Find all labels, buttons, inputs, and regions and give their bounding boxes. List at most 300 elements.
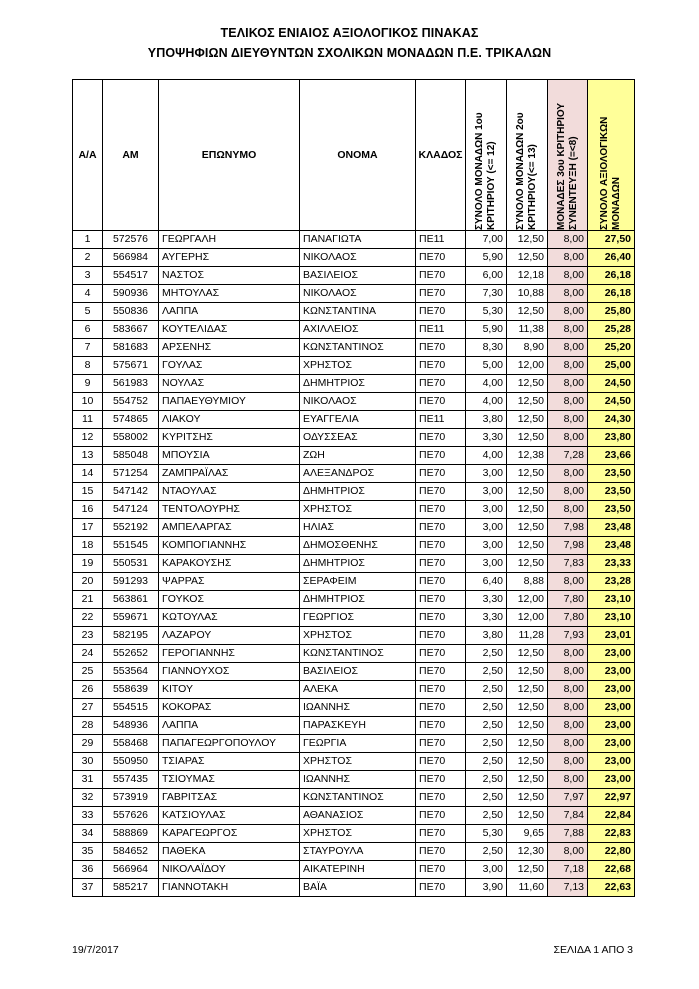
row-total: 25,28 [588, 321, 635, 339]
row-criterion1: 3,80 [466, 627, 507, 645]
row-index: 31 [73, 771, 103, 789]
table-row [73, 249, 635, 267]
row-total: 25,20 [588, 339, 635, 357]
table-row [73, 411, 635, 429]
row-name: ΝΙΚΟΛΑΟΣ [300, 249, 416, 267]
row-criterion1: 4,00 [466, 447, 507, 465]
row-surname: ΓΕΡΟΓΙΑΝΝΗΣ [159, 645, 300, 663]
row-total: 24,50 [588, 375, 635, 393]
row-total: 22,97 [588, 789, 635, 807]
row-criterion2: 12,50 [507, 393, 548, 411]
row-branch: ΠΕ11 [416, 231, 466, 249]
row-am: 575671 [103, 357, 159, 375]
row-total: 23,80 [588, 429, 635, 447]
table-row [73, 501, 635, 519]
row-criterion3: 7,13 [548, 879, 588, 897]
row-criterion2: 12,50 [507, 699, 548, 717]
row-surname: ΚΟΚΟΡΑΣ [159, 699, 300, 717]
row-name: ΙΩΑΝΝΗΣ [300, 699, 416, 717]
row-am: 591293 [103, 573, 159, 591]
row-criterion1: 7,30 [466, 285, 507, 303]
row-branch: ΠΕ70 [416, 429, 466, 447]
table-row [73, 591, 635, 609]
row-index: 30 [73, 753, 103, 771]
row-am: 550531 [103, 555, 159, 573]
row-surname: ΨΑΡΡΑΣ [159, 573, 300, 591]
row-criterion3: 8,00 [548, 501, 588, 519]
row-index: 9 [73, 375, 103, 393]
row-surname: ΜΗΤΟΥΛΑΣ [159, 285, 300, 303]
row-total: 24,50 [588, 393, 635, 411]
row-name: ΔΗΜΗΤΡΙΟΣ [300, 591, 416, 609]
row-surname: ΝΤΑΟΥΛΑΣ [159, 483, 300, 501]
row-total: 23,00 [588, 663, 635, 681]
table-row [73, 771, 635, 789]
row-criterion1: 3,80 [466, 411, 507, 429]
row-criterion2: 12,00 [507, 591, 548, 609]
row-branch: ΠΕ70 [416, 879, 466, 897]
row-criterion2: 9,65 [507, 825, 548, 843]
row-criterion1: 6,40 [466, 573, 507, 591]
row-surname: ΛΑΖΑΡΟΥ [159, 627, 300, 645]
row-criterion1: 2,50 [466, 699, 507, 717]
row-branch: ΠΕ70 [416, 555, 466, 573]
row-total: 23,48 [588, 519, 635, 537]
row-criterion1: 2,50 [466, 717, 507, 735]
row-surname: ΝΟΥΛΑΣ [159, 375, 300, 393]
row-criterion2: 12,50 [507, 231, 548, 249]
row-surname: ΤΕΝΤΟΛΟΥΡΗΣ [159, 501, 300, 519]
row-criterion3: 8,00 [548, 231, 588, 249]
row-am: 559671 [103, 609, 159, 627]
row-name: ΧΡΗΣΤΟΣ [300, 357, 416, 375]
row-am: 558639 [103, 681, 159, 699]
row-surname: ΛΑΠΠΑ [159, 303, 300, 321]
footer-date: 19/7/2017 [72, 944, 119, 956]
row-surname: ΚΑΡΑΚΟΥΣΗΣ [159, 555, 300, 573]
row-am: 571254 [103, 465, 159, 483]
table-row [73, 537, 635, 555]
row-surname: ΝΙΚΟΛΑΪΔΟΥ [159, 861, 300, 879]
row-criterion2: 12,50 [507, 411, 548, 429]
row-total: 24,30 [588, 411, 635, 429]
footer-page-number: ΣΕΛΙΔΑ 1 ΑΠΟ 3 [553, 944, 633, 956]
row-am: 552192 [103, 519, 159, 537]
row-am: 588869 [103, 825, 159, 843]
row-criterion2: 10,88 [507, 285, 548, 303]
row-am: 554752 [103, 393, 159, 411]
row-surname: ΑΡΣΕΝΗΣ [159, 339, 300, 357]
row-total: 27,50 [588, 231, 635, 249]
column-header: ΑΜ [103, 80, 159, 231]
row-branch: ΠΕ70 [416, 375, 466, 393]
table-row [73, 879, 635, 897]
row-criterion2: 12,50 [507, 681, 548, 699]
row-name: ΠΑΝΑΓΙΩΤΑ [300, 231, 416, 249]
row-criterion3: 8,00 [548, 339, 588, 357]
row-am: 554517 [103, 267, 159, 285]
row-criterion1: 6,00 [466, 267, 507, 285]
row-index: 26 [73, 681, 103, 699]
row-name: ΚΩΝΣΤΑΝΤΙΝΟΣ [300, 789, 416, 807]
row-criterion1: 2,50 [466, 771, 507, 789]
row-index: 2 [73, 249, 103, 267]
row-index: 17 [73, 519, 103, 537]
table-row [73, 393, 635, 411]
row-am: 581683 [103, 339, 159, 357]
row-branch: ΠΕ70 [416, 339, 466, 357]
row-total: 23,01 [588, 627, 635, 645]
row-branch: ΠΕ70 [416, 753, 466, 771]
table-row [73, 555, 635, 573]
row-name: ΠΑΡΑΣΚΕΥΗ [300, 717, 416, 735]
row-branch: ΠΕ11 [416, 411, 466, 429]
row-index: 34 [73, 825, 103, 843]
row-am: 551545 [103, 537, 159, 555]
row-criterion1: 4,00 [466, 393, 507, 411]
row-am: 582195 [103, 627, 159, 645]
row-criterion3: 8,00 [548, 393, 588, 411]
row-total: 22,68 [588, 861, 635, 879]
row-branch: ΠΕ70 [416, 825, 466, 843]
page-subtitle: ΥΠΟΨΗΦΙΩΝ ΔΙΕΥΘΥΝΤΩΝ ΣΧΟΛΙΚΩΝ ΜΟΝΑΔΩΝ Π.Ε. ΤΡΙΚΑΛΩΝ [147, 46, 552, 60]
row-name: ΚΩΝΣΤΑΝΤΙΝΟΣ [300, 339, 416, 357]
table-row [73, 753, 635, 771]
row-branch: ΠΕ70 [416, 807, 466, 825]
row-name: ΧΡΗΣΤΟΣ [300, 501, 416, 519]
row-criterion2: 12,00 [507, 609, 548, 627]
row-total: 23,66 [588, 447, 635, 465]
row-surname: ΓΙΑΝΝΟΥΧΟΣ [159, 663, 300, 681]
row-surname: ΓΕΩΡΓΑΛΗ [159, 231, 300, 249]
row-criterion3: 8,00 [548, 843, 588, 861]
row-branch: ΠΕ70 [416, 303, 466, 321]
row-criterion3: 7,98 [548, 519, 588, 537]
row-criterion2: 12,50 [507, 519, 548, 537]
row-criterion2: 12,50 [507, 771, 548, 789]
row-criterion2: 12,18 [507, 267, 548, 285]
row-total: 23,00 [588, 735, 635, 753]
row-criterion1: 3,90 [466, 879, 507, 897]
row-total: 23,33 [588, 555, 635, 573]
row-criterion1: 8,30 [466, 339, 507, 357]
row-criterion1: 7,00 [466, 231, 507, 249]
row-criterion3: 8,00 [548, 573, 588, 591]
row-criterion3: 7,88 [548, 825, 588, 843]
row-name: ΓΕΩΡΓΙΟΣ [300, 609, 416, 627]
row-criterion2: 12,50 [507, 717, 548, 735]
row-criterion3: 7,28 [548, 447, 588, 465]
row-name: ΔΗΜΗΤΡΙΟΣ [300, 483, 416, 501]
row-am: 548936 [103, 717, 159, 735]
row-index: 3 [73, 267, 103, 285]
row-total: 25,00 [588, 357, 635, 375]
row-name: ΔΗΜΟΣΘΕΝΗΣ [300, 537, 416, 555]
row-branch: ΠΕ70 [416, 285, 466, 303]
row-branch: ΠΕ70 [416, 249, 466, 267]
column-header: Α/Α [73, 80, 103, 231]
table-row [73, 285, 635, 303]
table-row [73, 645, 635, 663]
column-header-vertical [548, 80, 588, 231]
row-index: 36 [73, 861, 103, 879]
row-criterion2: 12,50 [507, 303, 548, 321]
row-branch: ΠΕ70 [416, 771, 466, 789]
row-surname: ΜΠΟΥΣΙΑ [159, 447, 300, 465]
row-index: 13 [73, 447, 103, 465]
row-index: 5 [73, 303, 103, 321]
row-name: ΒΑΣΙΛΕΙΟΣ [300, 267, 416, 285]
row-total: 22,63 [588, 879, 635, 897]
row-surname: ΤΣΙΑΡΑΣ [159, 753, 300, 771]
row-index: 20 [73, 573, 103, 591]
row-name: ΖΩΗ [300, 447, 416, 465]
row-criterion2: 12,00 [507, 357, 548, 375]
row-am: 550836 [103, 303, 159, 321]
row-criterion3: 8,00 [548, 663, 588, 681]
row-total: 25,80 [588, 303, 635, 321]
table-row [73, 825, 635, 843]
row-name: ΝΙΚΟΛΑΟΣ [300, 285, 416, 303]
row-surname: ΠΑΠΑΓΕΩΡΓΟΠΟΥΛΟΥ [159, 735, 300, 753]
row-criterion1: 2,50 [466, 807, 507, 825]
row-criterion3: 8,00 [548, 645, 588, 663]
row-criterion3: 7,18 [548, 861, 588, 879]
row-name: ΑΛΕΚΑ [300, 681, 416, 699]
row-am: 554515 [103, 699, 159, 717]
row-criterion2: 8,90 [507, 339, 548, 357]
table-row [73, 789, 635, 807]
row-criterion2: 12,50 [507, 645, 548, 663]
row-index: 15 [73, 483, 103, 501]
row-name: ΚΩΝΣΤΑΝΤΙΝΑ [300, 303, 416, 321]
row-criterion1: 5,30 [466, 303, 507, 321]
row-am: 547142 [103, 483, 159, 501]
row-name: ΑΙΚΑΤΕΡΙΝΗ [300, 861, 416, 879]
row-index: 28 [73, 717, 103, 735]
row-total: 23,00 [588, 681, 635, 699]
row-criterion1: 3,00 [466, 861, 507, 879]
row-am: 550950 [103, 753, 159, 771]
row-criterion2: 11,38 [507, 321, 548, 339]
row-name: ΑΛΕΞΑΝΔΡΟΣ [300, 465, 416, 483]
row-name: ΣΕΡΑΦΕΙΜ [300, 573, 416, 591]
row-surname: ΖΑΜΠΡΑΪΛΑΣ [159, 465, 300, 483]
row-branch: ΠΕ70 [416, 267, 466, 285]
row-branch: ΠΕ70 [416, 537, 466, 555]
row-criterion3: 7,93 [548, 627, 588, 645]
table-row [73, 681, 635, 699]
row-branch: ΠΕ70 [416, 501, 466, 519]
row-name: ΑΧΙΛΛΕΙΟΣ [300, 321, 416, 339]
column-header: ΕΠΩΝΥΜΟ [159, 80, 300, 231]
row-criterion3: 8,00 [548, 699, 588, 717]
row-criterion2: 12,50 [507, 537, 548, 555]
row-branch: ΠΕ70 [416, 735, 466, 753]
row-surname: ΛΙΑΚΟΥ [159, 411, 300, 429]
row-index: 8 [73, 357, 103, 375]
row-total: 23,00 [588, 771, 635, 789]
row-branch: ΠΕ70 [416, 591, 466, 609]
row-surname: ΑΜΠΕΛΑΡΓΑΣ [159, 519, 300, 537]
row-surname: ΚΑΤΣΙΟΥΛΑΣ [159, 807, 300, 825]
column-header: ΟΝΟΜΑ [300, 80, 416, 231]
row-total: 26,40 [588, 249, 635, 267]
row-name: ΗΛΙΑΣ [300, 519, 416, 537]
row-branch: ΠΕ70 [416, 447, 466, 465]
row-am: 553564 [103, 663, 159, 681]
row-index: 4 [73, 285, 103, 303]
row-criterion1: 5,30 [466, 825, 507, 843]
row-name: ΣΤΑΥΡΟΥΛΑ [300, 843, 416, 861]
row-am: 583667 [103, 321, 159, 339]
row-index: 14 [73, 465, 103, 483]
row-index: 33 [73, 807, 103, 825]
row-criterion3: 8,00 [548, 321, 588, 339]
row-criterion2: 12,50 [507, 483, 548, 501]
row-index: 12 [73, 429, 103, 447]
row-total: 23,50 [588, 483, 635, 501]
table-row [73, 465, 635, 483]
table-row [73, 717, 635, 735]
row-name: ΓΕΩΡΓΙΑ [300, 735, 416, 753]
row-am: 563861 [103, 591, 159, 609]
row-total: 22,80 [588, 843, 635, 861]
table-row [73, 447, 635, 465]
row-criterion2: 12,50 [507, 465, 548, 483]
row-surname: ΤΣΙΟΥΜΑΣ [159, 771, 300, 789]
row-criterion3: 7,98 [548, 537, 588, 555]
column-header-vertical [588, 80, 635, 231]
row-branch: ΠΕ70 [416, 717, 466, 735]
table-row [73, 267, 635, 285]
row-branch: ΠΕ70 [416, 645, 466, 663]
page-title: ΤΕΛΙΚΟΣ ΕΝΙΑΙΟΣ ΑΞΙΟΛΟΓΙΚΟΣ ΠΙΝΑΚΑΣ [220, 26, 479, 40]
row-branch: ΠΕ70 [416, 483, 466, 501]
row-criterion3: 8,00 [548, 267, 588, 285]
column-header: ΚΛΑΔΟΣ [416, 80, 466, 231]
table-row [73, 483, 635, 501]
row-am: 557626 [103, 807, 159, 825]
column-header-text: ΜΟΝΑΔΕΣ 3ου ΚΡΙΤΗΡΙΟΥ ΣΥΝΕΝΤΕΥΞΗ (=<8) [555, 102, 579, 230]
column-header-vertical [507, 80, 548, 231]
row-branch: ΠΕ70 [416, 609, 466, 627]
row-name: ΕΥΑΓΓΕΛΙΑ [300, 411, 416, 429]
row-criterion1: 3,00 [466, 555, 507, 573]
row-criterion2: 12,30 [507, 843, 548, 861]
row-criterion3: 7,80 [548, 591, 588, 609]
row-surname: ΚΩΤΟΥΛΑΣ [159, 609, 300, 627]
row-criterion2: 12,50 [507, 249, 548, 267]
row-criterion3: 8,00 [548, 375, 588, 393]
row-criterion3: 8,00 [548, 465, 588, 483]
row-criterion1: 2,50 [466, 753, 507, 771]
row-name: ΝΙΚΟΛΑΟΣ [300, 393, 416, 411]
row-am: 566964 [103, 861, 159, 879]
row-criterion1: 5,00 [466, 357, 507, 375]
row-criterion2: 11,60 [507, 879, 548, 897]
row-surname: ΚΥΡΙΤΣΗΣ [159, 429, 300, 447]
table-row [73, 375, 635, 393]
row-total: 23,10 [588, 591, 635, 609]
row-am: 566984 [103, 249, 159, 267]
table-row [73, 735, 635, 753]
row-index: 25 [73, 663, 103, 681]
row-criterion3: 7,84 [548, 807, 588, 825]
row-branch: ΠΕ70 [416, 789, 466, 807]
row-criterion1: 2,50 [466, 663, 507, 681]
row-criterion3: 8,00 [548, 357, 588, 375]
row-total: 22,84 [588, 807, 635, 825]
table-row [73, 357, 635, 375]
row-surname: ΛΑΠΠΑ [159, 717, 300, 735]
row-am: 557435 [103, 771, 159, 789]
row-name: ΙΩΑΝΝΗΣ [300, 771, 416, 789]
row-am: 574865 [103, 411, 159, 429]
table-body [73, 231, 635, 897]
row-name: ΧΡΗΣΤΟΣ [300, 627, 416, 645]
row-criterion2: 12,50 [507, 555, 548, 573]
row-criterion3: 8,00 [548, 717, 588, 735]
row-name: ΔΗΜΗΤΡΙΟΣ [300, 375, 416, 393]
row-name: ΟΔΥΣΣΕΑΣ [300, 429, 416, 447]
row-criterion1: 3,00 [466, 537, 507, 555]
row-index: 37 [73, 879, 103, 897]
row-surname: ΚΙΤΟΥ [159, 681, 300, 699]
row-name: ΒΑΪΑ [300, 879, 416, 897]
row-branch: ΠΕ11 [416, 321, 466, 339]
row-total: 23,28 [588, 573, 635, 591]
row-surname: ΓΙΑΝΝΟΤΑΚΗ [159, 879, 300, 897]
row-total: 23,10 [588, 609, 635, 627]
row-index: 6 [73, 321, 103, 339]
row-criterion2: 12,50 [507, 789, 548, 807]
row-criterion2: 12,50 [507, 861, 548, 879]
row-criterion2: 12,50 [507, 807, 548, 825]
row-am: 547124 [103, 501, 159, 519]
row-index: 18 [73, 537, 103, 555]
row-branch: ΠΕ70 [416, 861, 466, 879]
row-total: 23,50 [588, 501, 635, 519]
row-name: ΧΡΗΣΤΟΣ [300, 753, 416, 771]
row-criterion3: 8,00 [548, 735, 588, 753]
table-row [73, 321, 635, 339]
column-header-text: ΣΥΝΟΛΟ ΜΟΝΑΔΩΝ 2ου ΚΡΙΤΗΡΙΟΥ(<= 13) [515, 112, 538, 230]
row-criterion3: 7,83 [548, 555, 588, 573]
row-index: 32 [73, 789, 103, 807]
column-header-vertical [466, 80, 507, 231]
column-header-text: ΣΥΝΟΛΟ ΜΟΝΑΔΩΝ 1ου ΚΡΙΤΗΡΙΟΥ (<= 12) [474, 112, 497, 230]
row-criterion2: 12,50 [507, 663, 548, 681]
row-name: ΧΡΗΣΤΟΣ [300, 825, 416, 843]
row-total: 23,00 [588, 717, 635, 735]
row-branch: ΠΕ70 [416, 519, 466, 537]
table-row [73, 429, 635, 447]
row-index: 35 [73, 843, 103, 861]
row-criterion2: 12,50 [507, 501, 548, 519]
row-total: 23,00 [588, 645, 635, 663]
row-branch: ΠΕ70 [416, 663, 466, 681]
row-surname: ΠΑΠΑΕΥΘΥΜΙΟΥ [159, 393, 300, 411]
row-branch: ΠΕ70 [416, 627, 466, 645]
row-criterion2: 12,50 [507, 375, 548, 393]
row-surname: ΓΟΥΛΑΣ [159, 357, 300, 375]
row-surname: ΝΑΣΤΟΣ [159, 267, 300, 285]
row-am: 585048 [103, 447, 159, 465]
row-am: 572576 [103, 231, 159, 249]
table-row [73, 861, 635, 879]
row-criterion1: 5,90 [466, 321, 507, 339]
